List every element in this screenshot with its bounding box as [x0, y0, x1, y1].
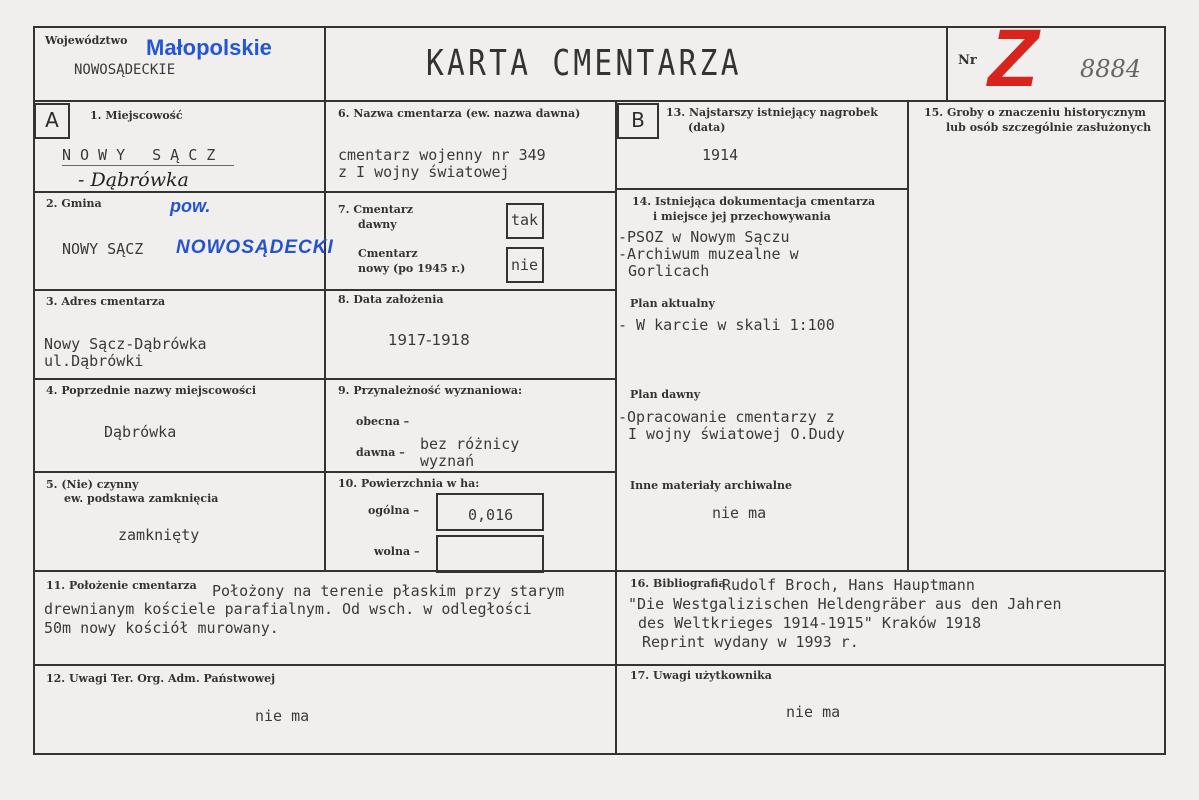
field-1-value: NOWY SĄCZ [62, 146, 225, 164]
field-1-handwritten: - Dąbrówka [78, 169, 189, 191]
field-13-sublabel: (data) [688, 121, 726, 134]
field-12-label: 12. Uwagi Ter. Org. Adm. Państwowej [46, 672, 276, 685]
field-16-label: 16. Bibliografia [630, 577, 726, 590]
field-2-county: NOWOSĄDECKI [176, 237, 334, 258]
field-16-line1: Rudolf Broch, Hans Hauptmann [722, 576, 975, 594]
rule [1164, 26, 1166, 755]
field-3-label: 3. Adres cmentarza [46, 295, 166, 308]
field-9-label: 9. Przynależność wyznaniowa: [338, 384, 523, 397]
field-9-dawna-line1: bez różnicy [420, 435, 520, 453]
nr-letter: Z [988, 13, 1039, 104]
field-14-label: 14. Istniejąca dokumentacja cmentarza [632, 195, 876, 208]
field-7-label: 7. Cmentarz [338, 203, 413, 216]
inne-materialy-label: Inne materiały archiwalne [630, 479, 792, 492]
field-16-line3: des Weltkrieges 1914-1915" Kraków 1918 [638, 614, 982, 632]
plan-dawny-line2: I wojny światowej O.Dudy [628, 425, 845, 443]
card-title: KARTA CMENTARZA [426, 43, 742, 84]
field-9-obecna-label: obecna – [356, 415, 410, 428]
rule [907, 100, 909, 572]
field-5-label: 5. (Nie) czynny [46, 478, 139, 491]
wojewodztwo-stamp: Małopolskie [146, 35, 272, 60]
field-2-pow: pow. [170, 196, 211, 216]
plan-aktualny-value: - W karcie w skali 1:100 [618, 316, 835, 334]
field-8-label: 8. Data założenia [338, 293, 444, 306]
rule [33, 664, 1166, 666]
field-9-dawna-line2: wyznań [420, 452, 475, 470]
field-14-sublabel: i miejsce jej przechowywania [653, 210, 831, 223]
field-10-label: 10. Powierzchnia w ha: [338, 477, 480, 490]
field-11-line1: Położony na terenie płaskim przy starym [212, 582, 565, 600]
rule [657, 103, 659, 137]
field-6-line2: z I wojny światowej [338, 163, 510, 181]
field-7-nowy-value: nie [511, 256, 539, 274]
inne-materialy-value: nie ma [712, 504, 767, 522]
field-14-line2: -Archiwum muzealne w [618, 245, 799, 263]
section-a-box: A [34, 103, 70, 139]
rule [33, 570, 1166, 572]
plan-dawny-label: Plan dawny [630, 388, 701, 401]
field-13-label: 13. Najstarszy istniejący nagrobek [666, 106, 878, 119]
nr-label: Nr [958, 53, 977, 68]
field-4-value: Dąbrówka [104, 423, 177, 441]
nr-number: 8884 [1080, 55, 1142, 83]
rule [324, 26, 326, 572]
field-9-dawna-label: dawna – [356, 446, 405, 459]
rule [68, 103, 70, 137]
field-13-value: 1914 [702, 146, 739, 164]
field-11-line3: 50m nowy kościół murowany. [44, 619, 279, 637]
underline [62, 165, 234, 166]
field-3-line2: ul.Dąbrówki [44, 352, 144, 370]
rule [33, 753, 1166, 755]
field-14-line3: Gorlicach [628, 262, 710, 280]
field-12-value: nie ma [255, 707, 310, 725]
field-16-line4: Reprint wydany w 1993 r. [642, 633, 859, 651]
field-6-label: 6. Nazwa cmentarza (ew. nazwa dawna) [338, 107, 581, 120]
field-15-sublabel: lub osób szczególnie zasłużonych [946, 121, 1152, 134]
field-8-value: 1917-1918 [388, 331, 470, 349]
wojewodztwo-value: NOWOSĄDECKIE [74, 62, 176, 78]
field-7-dawny-value: tak [511, 211, 539, 229]
field-6-line1: cmentarz wojenny nr 349 [338, 146, 546, 164]
field-17-value: nie ma [786, 703, 841, 721]
rule [946, 26, 948, 102]
field-16-line2: "Die Westgalizischen Heldengräber aus den Jahren [628, 595, 1062, 613]
field-11-label: 11. Położenie cmentarza [46, 579, 197, 592]
field-5-value: zamknięty [118, 526, 200, 544]
field-15-label: 15. Groby o znaczeniu historycznym [924, 106, 1146, 119]
field-2-value: NOWY SĄCZ [62, 240, 144, 258]
field-10-ogolna-label: ogólna – [368, 504, 419, 517]
field-2-label: 2. Gmina [46, 197, 102, 210]
wojewodztwo-label: Województwo [45, 34, 128, 47]
field-10-ogolna-value: 0,016 [468, 506, 514, 524]
field-7-dawny-label: dawny [358, 218, 397, 231]
rule [615, 100, 617, 755]
field-17-label: 17. Uwagi użytkownika [630, 669, 772, 682]
field-10-wolna-box [436, 535, 544, 573]
plan-dawny-line1: -Opracowanie cmentarzy z [618, 408, 835, 426]
field-7-nowy-label: Cmentarz [358, 247, 418, 260]
plan-aktualny-label: Plan aktualny [630, 297, 715, 310]
section-b-box: B [617, 103, 659, 139]
field-4-label: 4. Poprzednie nazwy miejscowości [46, 384, 257, 397]
field-1-label: 1. Miejscowość [90, 109, 183, 122]
field-5-sublabel: ew. podstawa zamknięcia [64, 492, 219, 505]
field-11-line2: drewnianym kościele parafialnym. Od wsch. w odległości [44, 600, 532, 618]
field-14-line1: -PSOZ w Nowym Sączu [618, 228, 790, 246]
field-3-line1: Nowy Sącz-Dąbrówka [44, 335, 207, 353]
field-7-nowy-sublabel: nowy (po 1945 r.) [358, 262, 466, 275]
field-10-wolna-label: wolna – [374, 545, 420, 558]
rule [615, 188, 908, 190]
